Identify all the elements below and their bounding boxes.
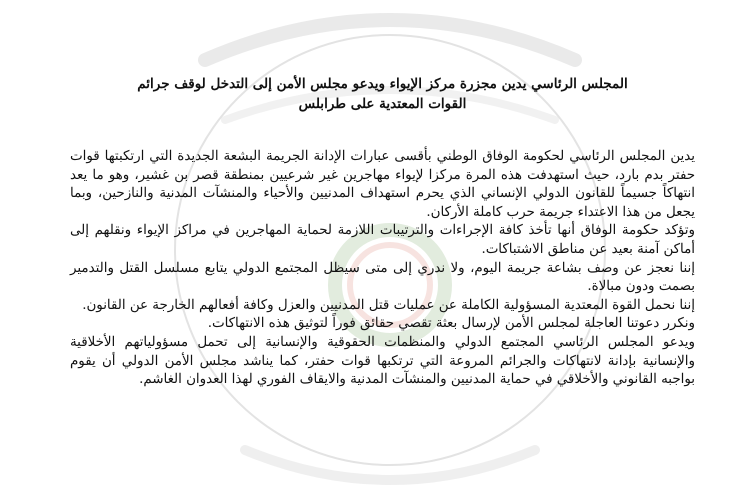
document-page <box>70 0 695 499</box>
title-line: المجلس الرئاسي يدين مجزرة مركز الإيواء ويدعو مجلس الأمن إلى التدخل لوقف جرائم <box>137 76 628 92</box>
body-paragraph: إننا نعجز عن وصف بشاعة جريمة اليوم، ولا ندري إلى متى سيظل المجتمع الدولي يتابع مسلسل القتل والتدمير بصمت ودون مبالاة. <box>70 260 695 295</box>
document-body <box>70 148 695 390</box>
body-paragraph: يدين المجلس الرئاسي لحكومة الوفاق الوطني بأقسى عبارات الإدانة الجريمة البشعة الجديدة التي ارتكبتها قوات حفتر بدم بارد، حيث استهدفت هذه المرة مركزا لإيواء مهاجرين غير شرعيين بمنطقة قصر بن غشير، وهو ما يعد انتهاكاً جسيماً للقانون الدولي الإنساني الذي يحرم استهداف المدنيين والأحياء والمنشآت المدنية والنازحين، وبما يجعل من هذا الاعتداء جريمة حرب كاملة الأركان. <box>70 149 695 220</box>
title-line: القوات المعتدية على طرابلس <box>298 96 467 112</box>
body-paragraph: إننا نحمل القوة المعتدية المسؤولية الكاملة عن عمليات قتل المدنيين والعزل وكافة أفعالهم الخارجة عن القانون. <box>82 297 695 313</box>
body-paragraph: ونكرر دعوتنا العاجلة لمجلس الأمن لإرسال بعثة تقصي حقائق فوراً لتوثيق هذه الانتهاكات. <box>207 316 695 332</box>
document-title <box>70 74 695 114</box>
body-paragraph: ويدعو المجلس الرئاسي المجتمع الدولي والمنظمات الحقوقية والإنسانية إلى تحمل مسؤولياتهم الأخلاقية والإنسانية بإدانة لانتهاكات والجرائم المروعة التي ترتكبها قوات حفتر، كما يناشد مجلس الأمن الدولي أن يقوم بواجبه القانوني والأخلاقي في حماية المدنيين والمنشآت المدنية والايقاف الفوري لهذا العدوان الغاشم. <box>70 334 695 388</box>
body-paragraph: وتؤكد حكومة الوفاق أنها تأخذ كافة الإجراءات والترتيبات اللازمة لحماية المهاجرين في مراكز الإيواء ونقلهم إلى أماكن آمنة بعيد عن مناطق الاشتباكات. <box>70 223 695 257</box>
